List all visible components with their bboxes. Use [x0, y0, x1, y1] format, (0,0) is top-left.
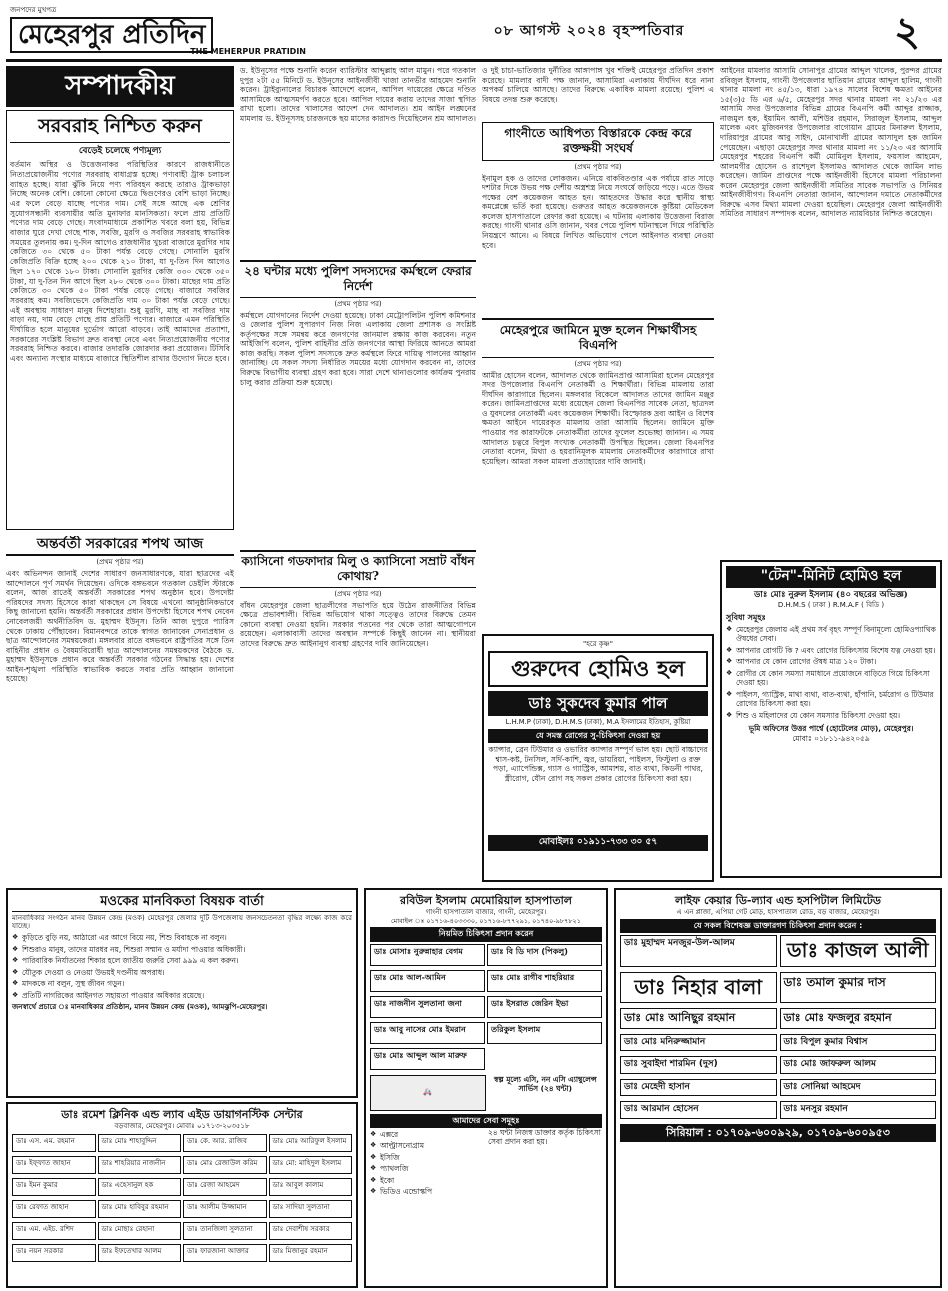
ramesh-doctor: ডাঃ নয়ন সরকার [12, 1244, 96, 1262]
doctor-name: ডাঃ সুবাইদা শারমিন (দুস) [624, 1059, 718, 1070]
robiul-service: ❖ ইসিজি [370, 1153, 484, 1162]
robiul-doctor: ডাঃ ইসরাত জেরিন ইভা [487, 996, 602, 1018]
hr-item: ❖ মাদককে না বলুন, সুস্থ জীবন গড়ুন। [12, 979, 352, 988]
hr-items [12, 933, 352, 1000]
doctor-name: ডাঃ সোনিয়া আহমেদ [783, 1081, 861, 1092]
robiul-service: ❖ ইকো [370, 1176, 484, 1185]
ramesh-doctor: ডাঃ এস. এম. রহমান [12, 1134, 96, 1152]
ad-ten-minute-homeo [720, 560, 942, 878]
ramesh-doctor: ডাঃ রেফাত জাহান [12, 1200, 96, 1218]
casino-body: বাঁধন মেহেরপুর জেলা ছাত্রলীগের সভাপতি হয়ে উঠেন রাজনীতির বিভিন্ন ক্ষেত্রে প্রভাবশালী। বিভিন্ন অভিযোগ থাকা সত্ত্বেও তাদের বিরুদ্ধে তেমন কোনো ব্যবস্থা নেওয়া হয়নি। সরকার পতনের পর থেকে তারা আত্মগোপনে রয়েছেন। এলাকাবাসী তাদের অবস্থান সম্পর্কে কিছুই জানেন না। স্থানীয়রা তাদের বিরুদ্ধে দ্রুত আইনানুগ ব্যবস্থা গ্রহণের দাবি জানিয়েছেন। [240, 600, 476, 648]
bnp-body: আমীর হোসেন বলেন, আদালত থেকে জামিনপ্রাপ্ত আসামিরা হলেন মেহেরপুর সদর উপজেলার বিএনপি নেতাকর্মী ও শিক্ষার্থীরা। বিভিন্ন মামলায় তারা দীর্ঘদিন কারাগারে ছিলেন। মঙ্গলবার বিকেলে আদালত তাদের জামিন মঞ্জুর করেন। জামিনপ্রাপ্তদের মধ্যে রয়েছেন জেলা বিএনপির সাবেক নেতা, ছাত্রদল ও যুবদলের নেতাকর্মী এবং কয়েকজন শিক্ষার্থী। বিস্ফোরক দ্রব্য আইন ও বিশেষ ক্ষমতা আইনে দায়েরকৃত মামলায় তারা আসামি ছিলেন। জামিনে মুক্তি পাওয়ার পর কারাফটকে নেতাকর্মীরা তাদের ফুলেল শুভেচ্ছা জানান। এ সময় আদালত চত্বরে বিপুল সংখ্যক নেতাকর্মী উপস্থিত ছিলেন। জেলা বিএনপির নেতারা বলেন, মিথ্যা ও হয়রানিমূলক মামলায় নেতাকর্মীদের কারাগারে রাখা হয়েছিল। আমরা সকল মামলা প্রত্যাহারের দাবি জানাই। [482, 370, 714, 466]
logo [6, 4, 306, 59]
ramesh-doctor: ডাঃ তানজিলা সুলতানা [183, 1222, 267, 1240]
hr-item: ❖ শিশুরাও মানুষ, তাদের মারধর নয়, শিশুরা সম্মান ও মর্যাদা পাওয়ার অধিকারী। [12, 945, 352, 954]
gurudev-degree: L.H.M.P (ঢাকা), D.H.M.S (ঢাকা), M.A ইসলামের ইতিহাস, কুষ্টিয়া [505, 718, 691, 727]
ramesh-address: বড়বাজার, মেহেরপুর। মোবাঃ ০১৭১৩-২০৩৫১৮ [114, 1122, 250, 1131]
ramesh-doctor: ডাঃ মোঃ আরিফুল ইসলাম [269, 1134, 353, 1152]
col3-top-body: ও দুই চাচা-ভাতিজার দুর্নীতির আঙ্গাপাঙ্গ খুব শক্তিই মেহেরপুর প্রতিদিন প্রকাশ করেছে। মামলার বাদী পক্ষ জানান, আসামিরা এলাকায় দীর্ঘদিন ধরে নানা অপকর্ম চালিয়ে আসছে। তাদের বিরুদ্ধে একাধিক মামলা রয়েছে। পুলিশ এ বিষয়ে তদন্ত শুরু করেছে। [482, 66, 714, 104]
robiul-service: ❖ আল্ট্রাসনোগ্রাম [370, 1141, 484, 1150]
ramesh-doctor: ডাঃ ইমন কুমার [12, 1178, 96, 1196]
col4-top-body: আইনের মামলার আসামি সোনাপুর গ্রামের আব্দুল খালেক, পুরন্দর গ্রামের রবিজুল ইসলাম, গাংনী উপজেলার ছাতিয়ান গ্রামের আব্দুল হালিম, গাংনী থানার মামলা নং ৪৫/১৩, ধারা ১৯৭৪ সালের বিশেষ ক্ষমতা আইনের ১৫(৩)৫ ডি এর ৬/৫, মেহেরপুর সদর থানার মামলা নং ২১/২৩ এর আসামি সদর উপজেলার বিভিন্ন গ্রামের বিএনপি কর্মী আব্দুর রাজ্জাক, নাজমুল হক, ইয়ামিন আলী, মশিউর রহমান, সিরাজুল ইসলাম, আব্দুল মালেক এবং মুজিবনগর উপজেলার বাগোয়ান গ্রামের মিনারুল ইসলাম, দারিয়াপুর গ্রামের আবু সাইদ, মোনাখালী গ্রামের আসাদুল হক জামিন পেয়েছেন। এছাড়া মেহেরপুর সদর থানার মামলা নং ১১/২৩ এর আসামি মেহেরপুর শহরের বিএনপি কর্মী মোমিনুল ইসলাম, ফয়সাল আহমেদ, আলমগীর হোসেন ও রাশেদুল ইসলামও আদালত থেকে জামিন লাভ করেছেন। জামিন প্রাপ্তদের পক্ষে আইনজীবী হিসেবে মামলা পরিচালনা করেন মেহেরপুর জেলা আইনজীবী সমিতির সাবেক সভাপতি ও সিনিয়র আইনজীবীগণ। বিএনপি নেতারা জানান, আন্দোলন দমাতে নেতাকর্মীদের বিরুদ্ধে এসব মিথ্যা মামলা দেওয়া হয়েছিল। মেহেরপুর জেলা আইনজীবী সমিতির সাধারণ সম্পাদক বলেন, আদালত ন্যায়বিচার নিশ্চিত করেছেন। [720, 66, 942, 219]
ramesh-doctor: ডাঃ মিজানুর রহমান [269, 1244, 353, 1262]
tagline: জনপদের মুখপত্র [10, 6, 57, 14]
ramesh-doctor: ডাঃ মোছাঃ রেহানা [98, 1222, 182, 1240]
lifecare-doctor [780, 972, 937, 1004]
tn-point: ❖ শিশু ও মহিলাদের যে কোন সমস্যার চিকিৎসা দেওয়া হয়। [726, 711, 936, 720]
tn-point: ❖ আপনার রোগটি কি ? এবং রোগের চিকিৎসায় বিশেষ যত্ন নেওয়া হয়। [726, 646, 936, 655]
doctor-name: ডাঃ তমাল কুমার দাস [783, 974, 886, 989]
robiul-doctor: ডাঃ মোঃ রাগীব শাহরিয়ার [487, 970, 602, 992]
robiul-title: রবিউল ইসলাম মেমোরিয়াল হাসপাতাল [400, 894, 572, 907]
ad-robiul-hospital [364, 888, 608, 1288]
doctor-name: ডাঃ বিপুল কুমার বিশ্বাস [783, 1036, 868, 1047]
robiul-note: ২৪ ঘন্টা নিজস্ব ডাক্তার কর্তৃক চিকিৎসা সেবা প্রদান করা হয়। [488, 1127, 601, 1147]
hr-item: ❖ যৌতুক দেওয়া ও নেওয়া উভয়ই দণ্ডনীয় অপরাধ। [12, 968, 352, 977]
lifecare-doctor [620, 935, 777, 967]
dateline: ০৮ আগস্ট ২০২৪ বৃহস্পতিবার [493, 22, 685, 39]
robiul-service: ❖ এক্সরে [370, 1130, 484, 1139]
masthead [6, 4, 942, 62]
ramesh-doctor: ডাঃ আবুল কালাম [269, 1178, 353, 1196]
doctor-name: ডাঃ মোঃ আনিছুর রহমান [624, 1011, 736, 1025]
article-gangni [482, 122, 714, 312]
robiul-ambulance: স্বল্প মূল্যে এসি, নন এসি এ্যাম্বুলেন্স সার্ভিস (২৪ ঘন্টা) [493, 1074, 597, 1094]
robiul-bar: নিয়মিত চিকিৎসা প্রদান করেন [370, 927, 602, 941]
ramesh-doctor: ডাঃ ইফ্ফাত জাহান [12, 1156, 96, 1174]
ambulance-icon: 🚑 [370, 1075, 486, 1111]
column-editorial [6, 66, 234, 882]
lifecare-bar: যে সকল বিশেষজ্ঞ ডাক্তারগণ চিকিৎসা প্রদান করেন : [620, 919, 936, 933]
hr-intro: মানবাধিকার সংগঠন মানব উন্নয়ন কেন্দ্র (মওক) মেহেরপুর জেলার দুটি উপজেলায় জনসচেতনতা বৃদ্ধির লক্ষ্যে কাজ করে যাচ্ছে। [12, 913, 352, 931]
gangni-headline: গাংনীতে আধিপত্য বিস্তারকে কেন্দ্র করে রক্তক্ষয়ী সংঘর্ষ [482, 122, 714, 161]
robiul-doctor: ডাঃ মোঃ আব্দুল আল মারুফ [370, 1048, 485, 1070]
ad-lifecare [614, 888, 942, 1288]
robiul-doctor: তরিকুল ইসলাম [487, 1022, 602, 1044]
doctor-name: ডাঃ নিহার বালা [634, 974, 763, 999]
col2-top-body: ড. ইউনূসের পক্ষে শুনানি করেন ব্যারিস্টার আব্দুল্লাহ আল মামুন। পরে গতকাল দুপুর ২টা ৫৫ মিনিটে ড. ইউনূসের আইনজীবী খাজা তানভীর আহমেদ শুনানি করেন। ট্রাইব্যুনালের বিচারক আদেশে বলেন, আপিল দায়েরের ক্ষেত্রে দণ্ডিত আসামিকে আত্মসমর্পণ করতে হবে। আপিল দায়ের করায় তাদের সাজা স্থগিত রাখা হলো। তাদের খালাসের আদেশ দেন আদালত। শ্রম আইন লঙ্ঘনের মামলায় ড. ইউনূসসহ চারজনকে ছয় মাসের কারাদণ্ড দিয়েছিলেন শ্রম আদালত। [240, 66, 476, 123]
lifecare-doctor [620, 1056, 777, 1074]
tn-title: "টেন"-মিনিট হোমিও হল [726, 566, 936, 588]
lifecare-doctor [780, 1079, 937, 1097]
tn-doctor: ডাঃ মোঃ নুরুল ইসলাম (৪০ বছরের অভিজ্ঞ) [754, 589, 908, 600]
lifecare-doctor [620, 1079, 777, 1097]
robiul-services-title: আমাদের সেবা সমূহঃ [370, 1114, 602, 1128]
lifecare-title: লাইফ কেয়ার ডি-ল্যাব এন্ড হসপিটাল লিমিটেড [675, 894, 881, 907]
article-casino [240, 550, 476, 870]
hr-item: ❖ পারিবারিক নির্যাতনের শিকার হলে জাতীয় জরুরি সেবা ৯৯৯ এ কল করুন। [12, 956, 352, 965]
lifecare-doctor [780, 1101, 937, 1119]
ad-ramesh-clinic [6, 1102, 358, 1288]
ramesh-doctors [12, 1134, 352, 1264]
hr-title: মওকের মানবিকতা বিষয়ক বার্তা [12, 894, 352, 912]
lifecare-serial: সিরিয়াল : ০১৭০৯-৬০০৯২৯, ০১৭০৯-৬০০৯৫৩ [620, 1124, 936, 1142]
hr-item: ❖ কুড়িতে বুড়ি নয়, আঠারো এর আগে বিয়ে নয়, শিশু বিবাহকে না বলুন। [12, 933, 352, 942]
lifecare-doctor [620, 1034, 777, 1052]
police-kicker: (প্রথম পৃষ্ঠার পর) [334, 299, 382, 308]
ramesh-doctor: ডাঃ রেজা আহমেদ [183, 1178, 267, 1196]
gurudev-phone: মোবাইলঃ ০১৯১১-৭৩৩ ৩০ ৫৭ [488, 835, 708, 851]
lifecare-doctor [780, 935, 937, 967]
doctor-name: ডাঃ আরমান হোসেন [624, 1104, 699, 1115]
oath-body: এবং অভিনন্দন জানাই দেশের সাধারণ জনসাধারণকে, যারা ছাত্রদের এই আন্দোলনে পূর্ণ সমর্থন দিয়েছেন। ওদিকে বঙ্গভবনে গতকাল ডেইলি স্টারকে বলেন, আজ রাতেই অন্তর্বর্তী সরকারের শপথ অনুষ্ঠান হবে। উপদেষ্টা পরিষদের সদস্য হিসেবে কারা থাকছেন সে বিষয়ে এখনো আনুষ্ঠানিকভাবে কিছু জানানো হয়নি। অন্তর্বর্তী সরকারের প্রধান উপদেষ্টা হিসেবে শপথ নেবেন নোবেলজয়ী অর্থনীতিবিদ ড. মুহাম্মদ ইউনূস। তিনি আজ দুপুরে প্যারিস থেকে ঢাকায় পৌঁছাবেন। বিমানবন্দরে তাকে স্বাগত জানাবেন সেনাপ্রধান ও ছাত্র আন্দোলনের সমন্বয়কেরা। মঙ্গলবার রাতে বঙ্গভবনে রাষ্ট্রপতির সঙ্গে তিন বাহিনীর প্রধান ও বৈষম্যবিরোধী ছাত্র আন্দোলনের সমন্বয়কদের বৈঠকে ড. মুহাম্মদ ইউনূসকে প্রধান করে অন্তর্বর্তী সরকার গঠনের সিদ্ধান্ত হয়। দেশের আইন-শৃঙ্খলা পরিস্থিতি স্বাভাবিক করতে সবার প্রতি আহ্বান জানানো হয়েছে। [6, 569, 234, 684]
article-police [240, 260, 476, 530]
robiul-doctor: ডাঃ নাজনীন সুলতানা জনা [370, 996, 485, 1018]
ramesh-doctor: ডাঃ শাহরিয়ার নাজনীন [98, 1156, 182, 1174]
ad-human-rights [6, 888, 358, 1098]
editorial-banner: সম্পাদকীয় [6, 66, 234, 107]
tn-address: ভূমি অফিসের উত্তর পার্শ্বে (হোটেলের মোড়), মেহেরপুর। [748, 724, 914, 734]
tn-phone: মোবাঃ ০১৮১১-৯৪২০৫৯ [792, 733, 870, 743]
lifecare-doctor [620, 1008, 777, 1028]
doctor-name: ডাঃ মনসুর রহমান [783, 1104, 848, 1115]
ramesh-doctor: ডাঃ ইফতেখার আলম [98, 1244, 182, 1262]
gurudev-body: ক্যান্সার, ব্রেন টিউমার ও ওভারির ক্যান্সার সম্পূর্ণ ভাল হয়। ছোট বাচ্চাদের শ্বাস-কষ্ট, টনসিল, সর্দি-কাশি, জ্বর, ডায়রিয়া, পাইলস, ফিস্টুলা ও রক্ত পড়া, এ্যাপেন্ডিক্স, গ্যাস ও গ্যাস্ট্রিক, আমাশয়, বাত ব্যথা, কিডনী পাথর, স্ত্রীরোগ, যৌন রোগ সহ সকল প্রকার রোগের চিকিৎসা করা হয়। [488, 745, 708, 783]
oath-kicker: (প্রথম পৃষ্ঠার পর) [96, 558, 144, 567]
hr-item: ❖ প্রতিটি নাগরিকের আইনগত সহায়তা পাওয়ার অধিকার রয়েছে। [12, 991, 352, 1000]
robiul-address: গাংনী হাসপাতাল বাজার, গাংনী, মেহেরপুর। [425, 908, 547, 917]
robiul-doctor: ডাঃ মোসাঃ নুরুন্নাহার বেগম [370, 944, 485, 966]
casino-kicker: (প্রথম পৃষ্ঠার পর) [334, 589, 382, 598]
tn-degree: D.H.M.S ( ঢাকা ) R.M.A.F ( বিডি ) [777, 600, 885, 609]
ramesh-doctor: ডাঃ মোঃ শাহাবুদ্দিন [98, 1134, 182, 1152]
ramesh-doctor: ডাঃ এম. এইচ. রশিদ [12, 1222, 96, 1240]
robiul-doctor: ডাঃ বি ডি দাস (পিকলু) [487, 944, 602, 966]
hr-footer: জনস্বার্থে প্রচারে ঃ মানবাধিকার প্রতিষ্ঠান, মানব উন্নয়ন কেন্দ্র (মওক), আমঝুপি-মেহেরপুর। [12, 1003, 268, 1012]
robiul-doctors [370, 944, 602, 1072]
ramesh-title: ডাঃ রমেশ ক্লিনিক এন্ড ল্যাব এইড ডায়াগনস্টিক সেন্টার [61, 1108, 303, 1121]
tn-points [726, 625, 936, 720]
oath-headline: অন্তর্বর্তী সরকারের শপথ আজ [6, 536, 234, 556]
page-number: ২ [893, 7, 920, 55]
bottom-left [6, 888, 358, 1288]
robiul-service: ❖ প্যাথলজি [370, 1164, 484, 1173]
ramesh-doctor: ডাঃ কে. আর. রাজিব [183, 1134, 267, 1152]
gangni-body: ইনামুল হক ও তাদের লোকজন। এনিয়ে বাকবিতণ্ডার এক পর্যায়ে রাত সাড়ে দশটার দিকে উভয় পক্ষ দেশীয় অস্ত্রশস্ত্র নিয়ে সংঘর্ষে জড়িয়ে পড়ে। এতে উভয় পক্ষের বেশ কয়েকজন আহত হন। আহতদের উদ্ধার করে স্থানীয় স্বাস্থ্য কমপ্লেক্সে ভর্তি করা হয়েছে। গুরুতর আহত কয়েকজনকে কুষ্টিয়া মেডিকেল কলেজ হাসপাতালে রেফার করা হয়েছে। এ ঘটনায় এলাকায় উত্তেজনা বিরাজ করছে। গাংনী থানার ওসি জানান, খবর পেয়ে পুলিশ ঘটনাস্থলে গিয়ে পরিস্থিতি নিয়ন্ত্রণে আনে। এ বিষয়ে লিখিত অভিযোগ পেলে আইনগত ব্যবস্থা নেওয়া হবে। [482, 173, 714, 250]
editorial-subhead: বেড়েই চলেছে পণ্যমূল্য [78, 145, 162, 156]
robiul-service: ❖ ভিডিও এন্ডোস্কপি [370, 1187, 484, 1196]
tn-subtitle: সুবিধা সমূহঃ [726, 612, 766, 622]
lifecare-doctor [780, 1034, 937, 1052]
tn-point: ❖ মেহেরপুর জেলায় এই প্রথম সর্ব বৃহৎ সম্পূর্ণ বিনামূল্যে হোমিওপ্যাথিক ঔষধের সেবা। [726, 625, 936, 644]
ramesh-doctor: ডাঃ সাদিয়া সুলতানা [269, 1200, 353, 1218]
ad-gurudev [482, 634, 714, 882]
lifecare-address: এ এন প্লাজা, এপিয়া গেট মোড়, হাসপাতাল রোড, বড় বাজার, মেহেরপুর। [676, 908, 880, 917]
ramesh-doctor: ডাঃ এহেসানুল হক [98, 1178, 182, 1196]
bottom-ads [6, 888, 942, 1288]
bnp-headline: মেহেরপুরে জামিনে মুক্ত হলেন শিক্ষার্থীসহ বিএনপি [482, 318, 714, 358]
lifecare-doctor [780, 1056, 937, 1074]
paper-title: মেহেরপুর প্রতিদিন [10, 17, 213, 53]
robiul-doctor: ডাঃ আবু নাসের মোঃ ইমরান [370, 1022, 485, 1044]
paper-title-english: THE MEHERPUR PRATIDIN [190, 46, 306, 56]
doctor-name: ডাঃ মোঃ ফজলুর রহমান [783, 1011, 892, 1025]
doctor-name: ডাঃ মোঃ মনিরুজ্জামান [624, 1036, 706, 1047]
editorial-box [6, 110, 234, 530]
robiul-doctor: ডাঃ মোঃ আল-আমিন [370, 970, 485, 992]
robiul-phone: মোবাইল ঃ ০১৭১৬-৪০৩৩৩০, ০১৭১৬-৮৭৭২৯১, ০১৭৪০-৯৮৭৮২১ [391, 917, 581, 926]
lifecare-doctor [780, 1008, 937, 1028]
article-oath [6, 536, 234, 866]
doctor-name: ডাঃ মেহেদী হাসান [624, 1081, 690, 1092]
column-four [720, 66, 942, 882]
doctor-name: ডাঃ কাজল আলী [786, 938, 929, 963]
gangni-kicker: (প্রথম পৃষ্ঠার পর) [574, 162, 622, 171]
tn-point: ❖ পাইলস, গ্যাস্ট্রিক, মাথা ব্যথা, বাত-ব্যথা, হাঁপানি, চর্মরোগ ও টিউমার রোগের চিকিৎসা করা হয়। [726, 690, 936, 709]
gurudev-pre: "হরে কৃষ্ণ" [583, 640, 613, 648]
robiul-services [370, 1128, 484, 1199]
main-grid [6, 66, 942, 882]
tn-point: ❖ আপনার যে কোন রোগের ঔষধ মাত্র ১২০ টাকা। [726, 657, 936, 666]
ramesh-doctor: ডাঃ মোঃ হাবিবুর রহমান [98, 1200, 182, 1218]
editorial-headline: সরবরাহ নিশ্চিত করুন [10, 114, 230, 142]
casino-headline: ক্যাসিনো গডফাদার মিলু ও ক্যাসিনো সম্রাট বাঁধন কোথায়? [240, 550, 476, 588]
lifecare-doctor [620, 1101, 777, 1119]
ramesh-doctor: ডাঃ মোঃ রেজাউল করিম [183, 1156, 267, 1174]
column-three [482, 66, 714, 882]
editorial-body: বর্তমান অস্থির ও উত্তেজনাকর পরিস্থিতির কারণে রাজধানীতে নিত্যপ্রয়োজনীয় পণ্যের সরবরাহ বাধাগ্রস্ত হচ্ছে। পণ্যবাহী ট্রাক চলাচল ব্যাহত হচ্ছে। যারা ঝুঁকি নিয়ে পণ্য পরিবহন করছে তারাও ট্রাকভাড়া নিচ্ছে অনেক বেশি। কোনো কোনো ক্ষেত্রে দ্বিগুণেরও বেশি ভাড়া নিচ্ছে। এর ফলে বেড়ে যাচ্ছে পণ্যের দাম। সেই সঙ্গে আছে এক শ্রেণির সুযোগসন্ধানী ব্যবসায়ীর অতি মুনাফার মানসিকতা। ফলে প্রায় প্রতিটি পণ্যের দাম বেড়ে গেছে। সংবাদমাধ্যমে প্রকাশিত খবরে বলা হয়, বিভিন্ন বাজার ঘুরে দেখা গেছে শাক, সবজি, মুরগি ও সবজির সরবরাহ স্বাভাবিক সময়ের তুলনায় কম। দু-দিন আগেও রাজধানীর খুচরা বাজারে মুরগির দাম কেজিতে ৩০ থেকে ৫০ টাকা পর্যন্ত বেড়ে গেছে। সোনালি মুরগি কেজিপ্রতি বিক্রি হচ্ছে ২০০ থেকে ২১০ টাকা, যা দু-তিন দিন আগেও ছিল ১৭০ থেকে ১৮০ টাকা। সোনালি মুরগির কেজি ৩৩০ থেকে ৩৫০ টাকা, যা দু-তিন দিন আগে ছিল ২৮০ থেকে ৩০০ টাকা। মাছের দাম প্রতি কেজিতে ৩০ থেকে ৫০ টাকা পর্যন্ত বেড়ে গেছে। বাজারে সবজির সরবরাহ কম। সবজিভেদে কেজিপ্রতি দাম ৩০ টাকা পর্যন্ত বেড়ে গেছে। এই অবস্থায় সাধারণ মানুষ দিশেহারা। শুধু মুরগি, মাছ বা সবজির দাম বাড়া নয়, দাম বেড়ে গেছে প্রায় প্রতিটি পণ্যের। বাজারে এমন পরিস্থিতি দীর্ঘায়িত হলে মানুষের দুর্ভোগ আরো বাড়বে। তাই আমাদের প্রত্যাশা, সরকারের সংশ্লিষ্ট বিভাগ দ্রুত ব্যবস্থা নেবে এবং নিত্যপ্রয়োজনীয় পণ্যের সরবরাহ নিশ্চিত করবে। বাজার তদারকি জোরদার করা প্রয়োজন। টিসিবি এবং অন্যান্য সংস্থার মাধ্যমে বাজারে স্থিতিশীল রাখার উদ্যোগ নিতে হবে। [10, 160, 230, 364]
doctor-name: ডাঃ মোঃ জাফরুল আলম [783, 1059, 877, 1070]
gurudev-title: গুরুদেব হোমিও হল [488, 651, 708, 687]
bnp-kicker: (প্রথম পৃষ্ঠার পর) [574, 359, 622, 368]
ramesh-doctor: ডাঃ দেবাশীষ সরকার [269, 1222, 353, 1240]
police-body: কর্মস্থলে যোগদানের নির্দেশ দেওয়া হয়েছে। ঢাকা মেট্রোপলিটন পুলিশ কমিশনার ও জেলার পুলিশ সুপারগণ নিজ নিজ এলাকায় জেলা প্রশাসক ও সংশ্লিষ্ট কর্তৃপক্ষের সঙ্গে সমন্বয় করে জনগণের জানমাল রক্ষায় কাজ করবেন। নতুন আইজিপি বলেন, পুলিশ বাহিনীর প্রতি জনগণের আস্থা ফিরিয়ে আনতে আমরা কাজ করছি। সকল পুলিশ সদস্যকে দ্রুত কর্মস্থলে ফিরে দায়িত্ব পালনের আহ্বান জানাচ্ছি। যে সকল সদস্য নির্ধারিত সময়ের মধ্যে যোগদান করবেন না, তাদের বিরুদ্ধে বিভাগীয় ব্যবস্থা গ্রহণ করা হবে। সারা দেশে থানাগুলোর কার্যক্রম পুনরায় চালু করার প্রক্রিয়া শুরু হয়েছে। [240, 310, 476, 387]
gurudev-doctor: ডাঃ সুকদেব কুমার পাল [488, 691, 708, 716]
tn-point: ❖ রোগীর যে কোন সমস্যা সমাধানে প্রয়োজনে বাড়িতে গিয়ে চিকিৎসা দেওয়া হয়। [726, 669, 936, 688]
article-bnp [482, 318, 714, 628]
ramesh-doctor: ডাঃ ফারজানা আক্তার [183, 1244, 267, 1262]
police-headline: ২৪ ঘন্টার মধ্যে পুলিশ সদস্যদের কর্মস্থলে ফেরার নির্দেশ [240, 260, 476, 298]
column-two [240, 66, 476, 882]
gurudev-subtitle: যে সমস্ত রোগের সু-চিকিৎসা দেওয়া হয় [488, 729, 708, 743]
ramesh-doctor: ডাঃ মো: মাহিদুল ইসলাম [269, 1156, 353, 1174]
doctor-name: ডাঃ মুহাম্মদ মনজুর-উল-আলম [624, 938, 735, 949]
ramesh-doctor: ডাঃ আলীম উজ্জামান [183, 1200, 267, 1218]
lifecare-doctor [620, 972, 777, 1004]
